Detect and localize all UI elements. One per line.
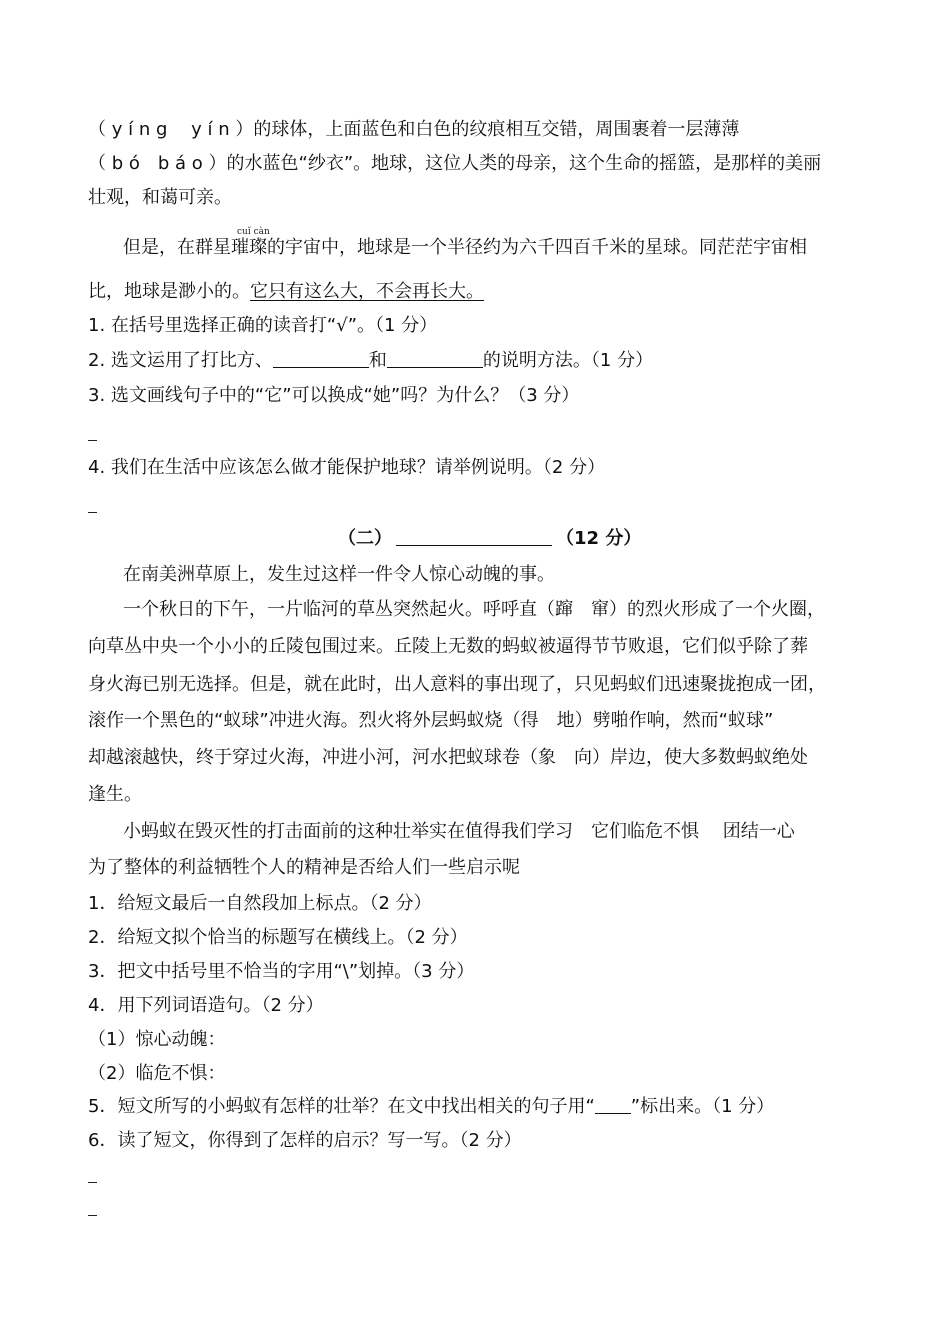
- section-2-title-suffix: （12 分）: [556, 528, 642, 549]
- question-1-2: [88, 349, 653, 373]
- answer-line[interactable]: [88, 440, 97, 441]
- underline-sample: [595, 1095, 631, 1114]
- passage2-p2-line5: 却越滚越快，终于穿过火海，冲进小河，河水把蚁球卷（象 向）岸边，使大多数蚂蚁绝处: [88, 747, 808, 768]
- passage2-paragraph1: 在南美洲草原上，发生过这样一件令人惊心动魄的事。: [123, 564, 555, 585]
- question-1-3: 3. 选文画线句子中的“它”可以换成“她”吗？为什么？（3 分）: [88, 385, 580, 406]
- answer-blank[interactable]: [387, 349, 483, 368]
- question-2-4: 4．用下列词语造句。（2 分）: [88, 995, 324, 1016]
- question-1-1: 1. 在括号里选择正确的读音打“√”。（1 分）: [88, 315, 438, 336]
- section-2-title-prefix: （二）: [338, 528, 392, 549]
- question-2-1: 1．给短文最后一自然段加上标点。（2 分）: [88, 893, 432, 914]
- question-1-4: 4. 我们在生活中应该怎么做才能保护地球？请举例说明。（2 分）: [88, 457, 606, 478]
- passage2-p3-line2: 为了整体的利益牺牲个人的精神是否给人们一些启示呢: [88, 857, 520, 878]
- question-2-6: 6．读了短文，你得到了怎样的启示？写一写。（2 分）: [88, 1130, 522, 1151]
- question-2-3: 3．把文中括号里不恰当的字用“\”划掉。（3 分）: [88, 961, 475, 982]
- passage2-p2-line3: 身火海已别无选择。但是，就在此时，出人意料的事出现了，只见蚂蚁们迅速聚拢抱成一团，: [88, 674, 826, 695]
- question-2-5-part-a: 5．短文所写的小蚂蚁有怎样的壮举？在文中找出相关的句子用“: [88, 1096, 595, 1117]
- passage1-line5-text: 比，地球是渺小的。: [88, 281, 250, 302]
- underlined-sentence: 它只有这么大，不会再长大。: [250, 281, 484, 302]
- answer-line[interactable]: [88, 512, 97, 513]
- passage1-line2: （ b ó b á o ）的水蓝色“纱衣”。地球，这位人类的母亲，这个生命的摇篮，是那样的美丽: [88, 153, 822, 174]
- section-2-title: [338, 527, 641, 551]
- passage2-p2-line4: 滚作一个黑色的“蚁球”冲进火海。烈火将外层蚂蚁烧（得 地）劈啪作响，然而“蚁球”: [88, 710, 774, 731]
- passage1-line1: （ y í n g y í n ）的球体，上面蓝色和白色的纹痕相互交错，周围裹着一层薄薄: [88, 119, 740, 140]
- passage2-p2-line1: 一个秋日的下午，一片临河的草丛突然起火。呼呼直（蹿 窜）的烈火形成了一个火圈，: [123, 599, 825, 620]
- question-2-4-2: （2）临危不惧：: [88, 1063, 226, 1084]
- passage1-line4: 但是，在群星璀璨的宇宙中，地球是一个半径约为六千四百千米的星球。同茫茫宇宙相: [123, 237, 807, 258]
- answer-blank[interactable]: [273, 349, 369, 368]
- title-blank[interactable]: [396, 527, 552, 546]
- passage2-p3-line1: 小蚂蚁在毁灭性的打击面前的这种壮举实在值得我们学习 它们临危不惧 团结一心: [123, 821, 795, 842]
- question-2-2: 2．给短文拟个恰当的标题写在横线上。（2 分）: [88, 927, 468, 948]
- question-2-5-part-b: ”标出来。（1 分）: [630, 1096, 775, 1117]
- question-1-2-part-b: 和: [368, 350, 387, 371]
- passage1-line3: 壮观，和蔼可亲。: [88, 187, 232, 208]
- question-1-2-part-a: 2. 选文运用了打比方、: [88, 350, 273, 371]
- passage2-p2-line2: 向草丛中央一个小小的丘陵包围过来。丘陵上无数的蚂蚁被逼得节节败退，它们似乎除了葬: [88, 636, 808, 657]
- answer-line[interactable]: [88, 1182, 97, 1183]
- question-2-4-1: （1）惊心动魄：: [88, 1029, 226, 1050]
- question-1-2-part-c: 的说明方法。（1 分）: [482, 350, 654, 371]
- answer-line[interactable]: [88, 1215, 97, 1216]
- passage2-p2-line6: 逢生。: [88, 784, 142, 805]
- pinyin-annotation: cuǐ càn: [237, 227, 270, 237]
- question-2-5: [88, 1095, 774, 1119]
- passage1-line5: [88, 280, 484, 304]
